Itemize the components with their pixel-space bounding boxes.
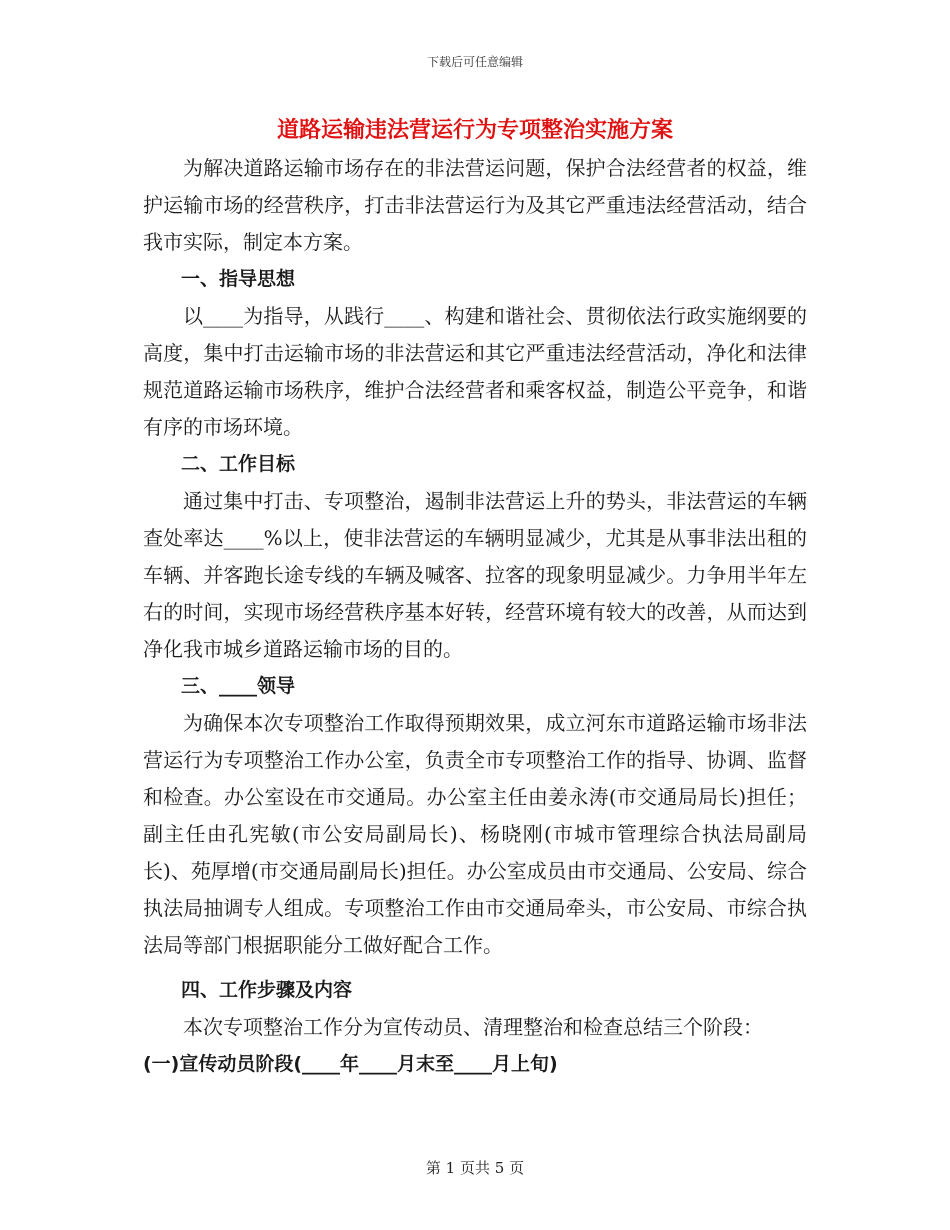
- section-heading-1: 一、指导思想: [181, 268, 296, 290]
- page-header-note: 下载后可任意编辑: [426, 55, 523, 69]
- section-paragraph-4: 本次专项整治工作分为宣传动员、清理整治和检查总结三个阶段：: [183, 1015, 763, 1039]
- section-paragraph-2: 通过集中打击、专项整治，遏制非法营运上升的势头，非法营运的车辆查处率达____%以上，使非法营运的车辆明显减少，尤其是从事非法出租的车辆、并客跑长途专线的车辆及喊客、拉客的现象明显减少。力争用半年左右的时间，实现市场经营秩序基本好转，经营环境有较大的改善，从而达到净化我市城乡道路运输市场的目的。: [143, 489, 807, 661]
- section-heading-4: 四、工作步骤及内容: [181, 979, 353, 1001]
- section-heading-3: 三、____领导: [181, 675, 296, 697]
- document-body: [143, 150, 807, 1083]
- section-paragraph-1: 以____为指导，从践行____、构建和谐社会、贯彻依法行政实施纲要的高度，集中打击运输市场的非法营运和其它严重违法经营活动，净化和法律规范道路运输市场秩序，维护合法经营者和乘客权益，制造公平竞争，和谐有序的市场环境。: [143, 304, 807, 439]
- page-number-footer: 第 1 页共 5 页: [425, 1159, 525, 1177]
- phase-subheading: (一)宣传动员阶段(____年____月末至____月上旬): [143, 1053, 558, 1075]
- section-paragraph-3: 为确保本次专项整治工作取得预期效果，成立河东市道路运输市场非法营运行为专项整治工作办公室，负责全市专项整治工作的指导、协调、监督和检查。办公室设在市交通局。办公室主任由姜永涛(市交通局局长)担任；副主任由孔宪敏(市公安局副局长)、杨晓刚(市城市管理综合执法局副局长)、苑厚增(市交通局副局长)担任。办公室成员由市交通局、公安局、综合执法局抽调专人组成。专项整治工作由市交通局牵头，市公安局、市综合执法局等部门根据职能分工做好配合工作。: [143, 711, 807, 957]
- intro-paragraph: 为解决道路运输市场存在的非法营运问题，保护合法经营者的权益，维护运输市场的经营秩序，打击非法营运行为及其它严重违法经营活动，结合我市实际，制定本方案。: [143, 156, 807, 254]
- section-heading-2: 二、工作目标: [181, 453, 296, 475]
- document-title: 道路运输违法营运行为专项整治实施方案: [276, 118, 673, 143]
